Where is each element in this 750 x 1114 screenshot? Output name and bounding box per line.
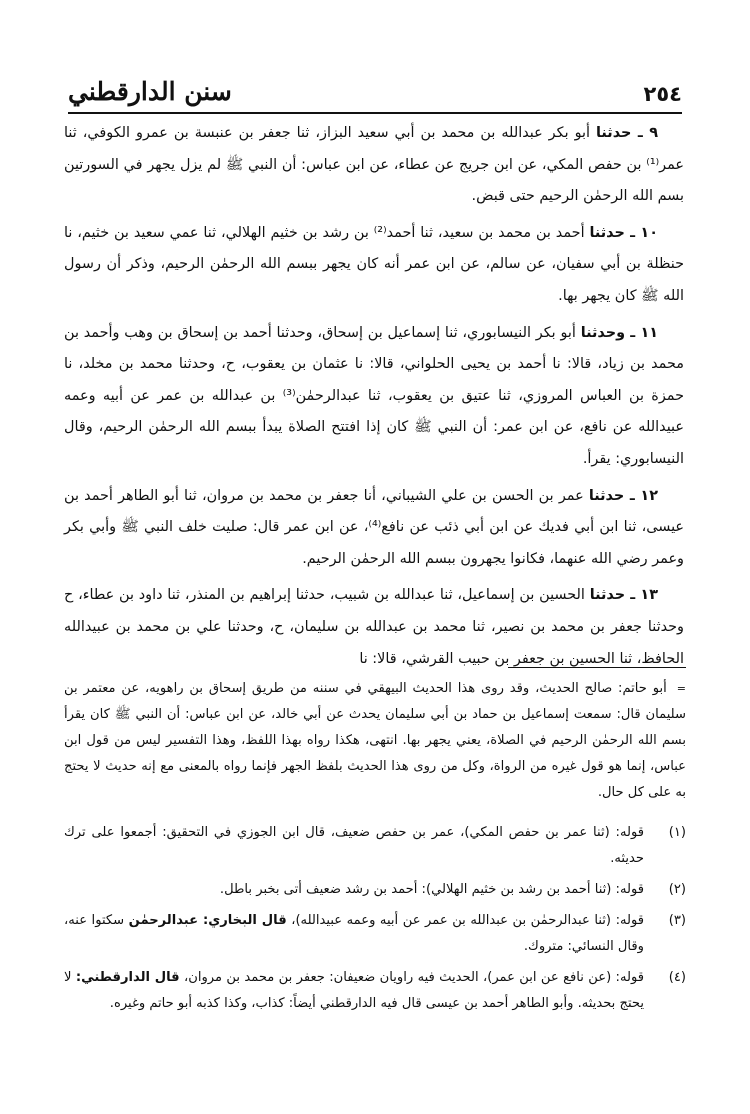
footnote	[64, 965, 686, 1017]
page-number: ٢٥٤	[643, 82, 682, 106]
footnotes	[64, 820, 686, 1022]
hadith-text: أحمد بن محمد بن سعيد، ثنا أحمد⁽²⁾ بن رشد بن خثيم الهلالي، ثنا عمي سعيد بن خثيم، نا حنظلة بن أبي سفيان، عن سالم، عن ابن عمر أنه كان يجهر ببسم الله الرحمٰن الرحيم، وذكر أن رسول الله ﷺ كان يجهر بها.	[64, 224, 684, 304]
footnote-text: قوله: (عن نافع عن ابن عمر)، الحديث فيه راويان ضعيفان: جعفر بن محمد بن مروان، قال الدارقطني: لا يحتج بحديثه. وأبو الطاهر أحمد بن عيسى قال فيه الدارقطني أيضاً: كذاب، وكذا كذبه أبو حاتم وغيره.	[64, 970, 645, 1011]
footnote-continuation	[64, 676, 686, 806]
hadith-lead: ١٣ ـ حدثنا	[589, 587, 658, 604]
book-title: سنن الدارقطني	[68, 77, 232, 106]
footnote-number: (١)	[668, 825, 686, 840]
hadith-text: الحسين بن إسماعيل، ثنا عبدالله بن شبيب، حدثنا إبراهيم بن المنذر، ثنا داود بن عطاء، ح وحدثنا جعفر بن محمد بن نصير، ثنا محمد بن عبدالله بن سليمان، ح، وحدثنا علي بن محمد بن عبيدالله الحافظ، ثنا الحسين بن جعفر بن حبيب القرشي، قالا: نا	[64, 587, 684, 667]
footnote-text: قوله: (ثنا عمر بن حفص المكي)، عمر بن حفص ضعيف، قال ابن الجوزي في التحقيق: أجمعوا على ترك حديثه.	[64, 825, 645, 866]
hadith-lead: ١٠ ـ حدثنا	[589, 224, 658, 241]
footnote-text: قوله: (ثنا أحمد بن رشد بن خثيم الهلالي): أحمد بن رشد ضعيف أتى بخبر باطل.	[219, 882, 644, 897]
hadith-paragraph	[64, 318, 684, 476]
hadith-text: أبو بكر النيسابوري، ثنا إسماعيل بن إسحاق، وحدثنا أحمد بن إسحاق بن وهب وأحمد بن محمد بن زياد، قالا: نا أحمد بن يحيى الحلواني، قالا: نا عثمان بن يعقوب، ح، وحدثنا محمد بن مخلد، نا حمزة بن العباس المروزي، ثنا عتيق بن يعقوب، ثنا عبدالرحمٰن⁽³⁾ بن عبدالله بن عمر عن أبيه وعمه عبيدالله عن نافع، عن ابن عمر: أن النبي ﷺ كان إذا افتتح الصلاة يبدأ ببسم الله الرحمٰن الرحيم، وقال النيسابوري: يقرأ.	[64, 324, 684, 467]
hadith-lead: ١٢ ـ حدثنا	[588, 487, 658, 504]
footnote-number: (٢)	[668, 882, 686, 897]
hadith-paragraph	[64, 218, 684, 313]
page-header	[68, 66, 682, 114]
continuation-mark: =	[676, 682, 686, 695]
main-text	[64, 118, 684, 680]
footnote-number: (٤)	[668, 970, 686, 985]
hadith-text: عمر بن الحسن بن علي الشيباني، أنا جعفر بن محمد بن مروان، ثنا أبو الطاهر أحمد بن عيسى، ثنا ابن أبي فديك عن ابن أبي ذئب عن نافع⁽⁴⁾، عن ابن عمر قال: صليت خلف النبي ﷺ وأبي بكر وعمر رضي الله عنهما، فكانوا يجهرون ببسم الله الرحمٰن الرحيم.	[64, 487, 684, 567]
footnote	[64, 908, 686, 960]
hadith-lead: ١١ ـ وحدثنا	[580, 324, 659, 341]
hadith-paragraph	[64, 481, 684, 576]
footnote-number: (٣)	[668, 913, 686, 928]
footnote	[64, 820, 686, 872]
hadith-paragraph	[64, 118, 684, 213]
footnote-text: قوله: (ثنا عبدالرحمٰن بن عبدالله بن عمر عن أبيه وعمه عبيدالله)، قال البخاري: عبدالرحمٰن سكتوا عنه، وقال النسائي: متروك.	[64, 913, 645, 954]
hadith-lead: ٩ ـ حدثنا	[596, 125, 658, 141]
footnote	[64, 877, 686, 903]
hadith-paragraph	[64, 580, 684, 675]
footnote-separator	[508, 667, 686, 668]
hadith-text: أبو بكر عبدالله بن محمد بن أبي سعيد البزاز، ثنا جعفر بن عنبسة بن عمرو الكوفي، ثنا عمر⁽¹⁾ بن حفص المكي، عن ابن جريج عن عطاء، عن ابن عباس: أن النبي ﷺ لم يزل يجهر في السورتين بسم الله الرحمٰن الرحيم حتى قبض.	[64, 125, 684, 205]
continuation-text: أبو حاتم: صالح الحديث، وقد روى هذا الحديث البيهقي في سننه من طريق إسحاق بن راهويه، عن معتمر بن سليمان قال: سمعت إسماعيل بن حماد بن أبي سليمان يحدث عن أبي خالد، عن ابن عباس: أن النبي ﷺ كان يقرأ بسم الله الرحمٰن الرحيم في الصلاة، يعني يجهر بها. انتهى، هكذا رواه بهذا اللفظ، وهذا التفسير ليس من قول ابن عباس، إنما هو قول غيره من الرواة، وكل من روى هذا الحديث بلفظ الجهر فإنما رواه بالمعنى مع إنه حديث لا يحتج به على كل حال.	[64, 681, 686, 800]
